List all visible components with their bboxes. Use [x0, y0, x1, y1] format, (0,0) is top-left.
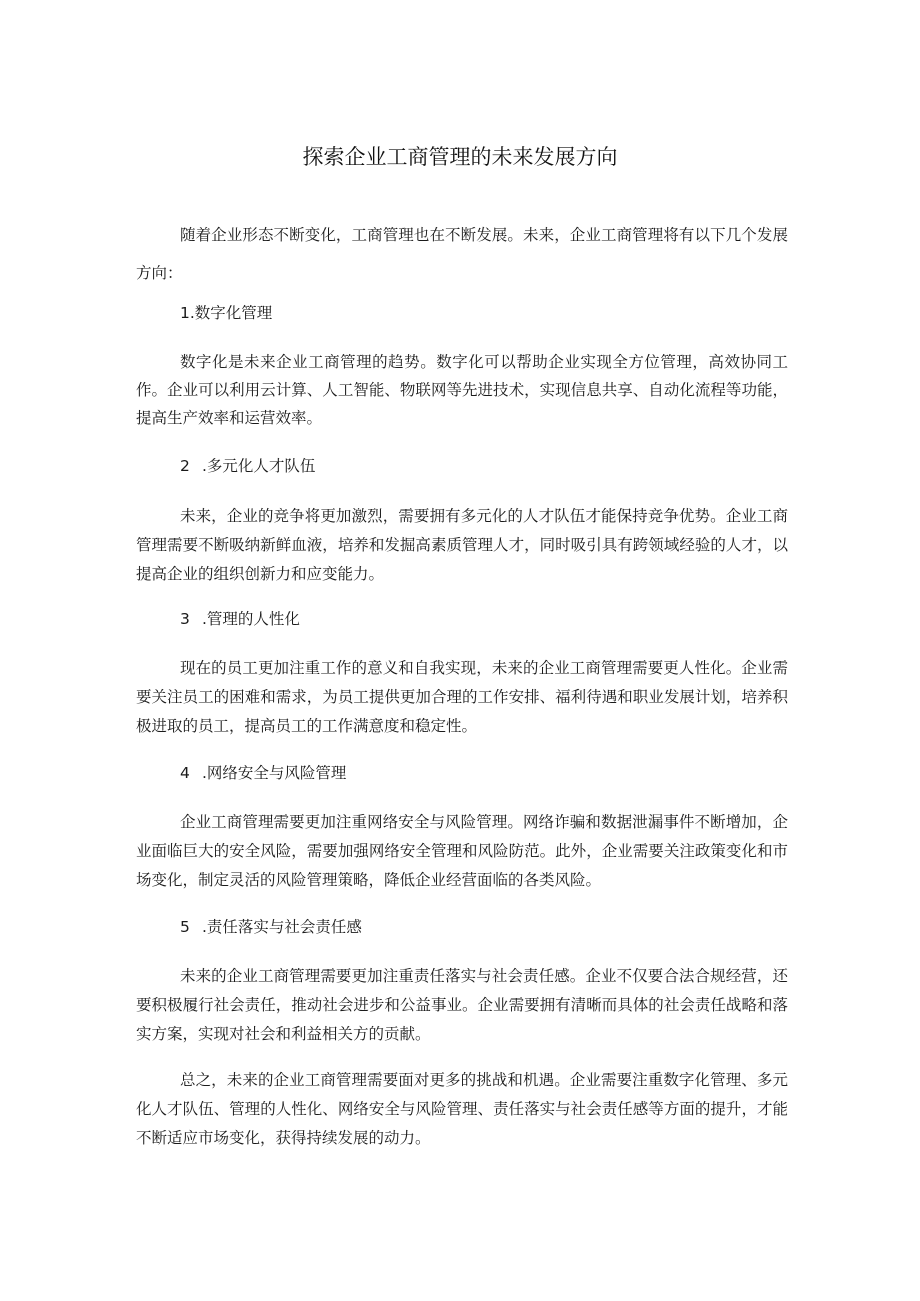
section-body-3: 现在的员工更加注重工作的意义和自我实现，未来的企业工商管理需要更人性化。企业需要关注员工的困难和需求，为员工提供更加合理的工作安排、福利待遇和职业发展计划，培养积极进取的员工，提高员工的工作满意度和稳定性。 — [136, 659, 788, 735]
section-heading-text: .管理的人性化 — [202, 610, 300, 628]
conclusion-paragraph: 总之，未来的企业工商管理需要面对更多的挑战和机遇。企业需要注重数字化管理、多元化人才队伍、管理的人性化、网络安全与风险管理、责任落实与社会责任感等方面的提升，才能不断适应市场变化，获得持续发展的动力。 — [136, 1071, 788, 1147]
section-heading-3 — [180, 608, 300, 630]
section-body-2: 未来，企业的竞争将更加激烈，需要拥有多元化的人才队伍才能保持竞争优势。企业工商管理需要不断吸纳新鲜血液，培养和发掘高素质管理人才，同时吸引具有跨领域经验的人才，以提高企业的组织创新力和应变能力。 — [136, 507, 788, 583]
section-body-4: 企业工商管理需要更加注重网络安全与风险管理。网络诈骗和数据泄漏事件不断增加，企业面临巨大的安全风险，需要加强网络安全管理和风险防范。此外，企业需要关注政策变化和市场变化，制定灵活的风险管理策略，降低企业经营面临的各类风险。 — [136, 813, 788, 889]
section-heading-text: .多元化人才队伍 — [202, 457, 316, 475]
section-heading-4 — [180, 762, 346, 784]
section-heading-2 — [180, 455, 315, 477]
section-number: 1. — [180, 304, 195, 322]
section-heading-text: 数字化管理 — [194, 304, 273, 322]
section-body-1: 数字化是未来企业工商管理的趋势。数字化可以帮助企业实现全方位管理，高效协同工作。企业可以利用云计算、人工智能、物联网等先进技术，实现信息共享、自动化流程等功能，提高生产效率和运营效率。 — [136, 353, 788, 427]
page-title: 探索企业工商管理的未来发展方向 — [302, 145, 618, 169]
section-heading-text: .网络安全与风险管理 — [202, 764, 347, 782]
section-heading-text: .责任落实与社会责任感 — [202, 918, 362, 936]
intro-paragraph: 随着企业形态不断变化，工商管理也在不断发展。未来，企业工商管理将有以下几个发展方向： — [136, 226, 788, 282]
section-body-5: 未来的企业工商管理需要更加注重责任落实与社会责任感。企业不仅要合法合规经营，还要积极履行社会责任，推动社会进步和公益事业。企业需要拥有清晰而具体的社会责任战略和落实方案，实现对社会和利益相关方的贡献。 — [136, 967, 788, 1043]
section-number: 5 — [180, 918, 190, 936]
section-heading-5 — [180, 916, 362, 938]
section-heading-1 — [180, 302, 272, 324]
section-number: 4 — [180, 764, 190, 782]
section-number: 3 — [180, 610, 190, 628]
section-number: 2 — [180, 457, 190, 475]
